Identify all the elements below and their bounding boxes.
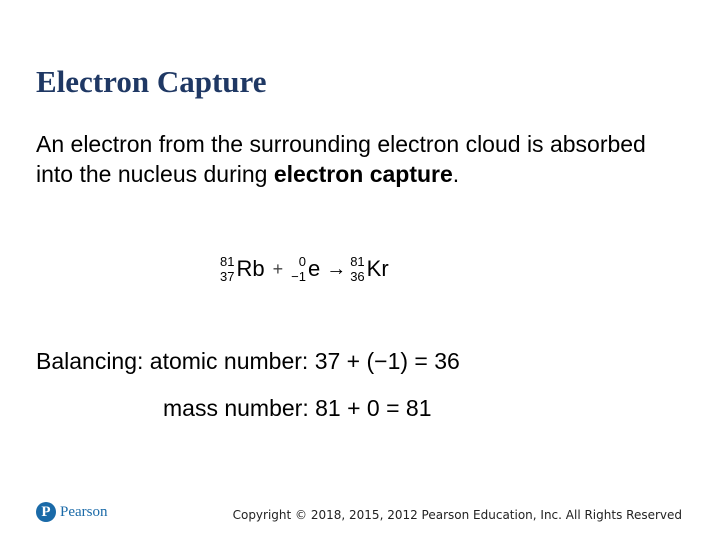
- atomic-number: 36: [350, 269, 365, 284]
- element-symbol: Kr: [366, 256, 389, 281]
- element-symbol: e: [307, 256, 321, 281]
- nuclide-scripts: [291, 255, 306, 283]
- plus-sign: +: [272, 258, 284, 279]
- pearson-logo-icon: P: [36, 502, 56, 522]
- slide-title: Electron Capture: [36, 64, 267, 99]
- pearson-logo-text: Pearson: [60, 503, 108, 520]
- balancing-mass: mass number: 81 + 0 = 81: [163, 395, 432, 421]
- nuclide-scripts: [220, 255, 234, 283]
- intro-text: An electron from the surrounding electron cloud is absorbed into the nucleus during: [36, 131, 646, 187]
- nuclide-krypton: [350, 255, 388, 283]
- balancing-atomic: Balancing: atomic number: 37 + (−1) = 36: [36, 348, 460, 374]
- pearson-logo: [36, 502, 108, 522]
- reaction-arrow-icon: →: [326, 257, 347, 280]
- intro-paragraph: [36, 129, 676, 189]
- mass-number: 81: [220, 254, 235, 269]
- atomic-number: −1: [291, 269, 306, 284]
- copyright-notice: Copyright © 2018, 2015, 2012 Pearson Education, Inc. All Rights Reserved: [232, 508, 682, 522]
- atomic-number: 37: [220, 269, 235, 284]
- mass-number: 0: [298, 254, 306, 269]
- mass-number: 81: [350, 254, 365, 269]
- intro-end: .: [452, 161, 460, 187]
- nuclide-rubidium: [220, 255, 265, 283]
- element-symbol: Rb: [236, 256, 265, 281]
- nuclide-scripts: [350, 255, 364, 283]
- nuclear-equation: [220, 248, 389, 290]
- bold-term: electron capture: [273, 161, 453, 187]
- nuclide-electron: [291, 255, 320, 283]
